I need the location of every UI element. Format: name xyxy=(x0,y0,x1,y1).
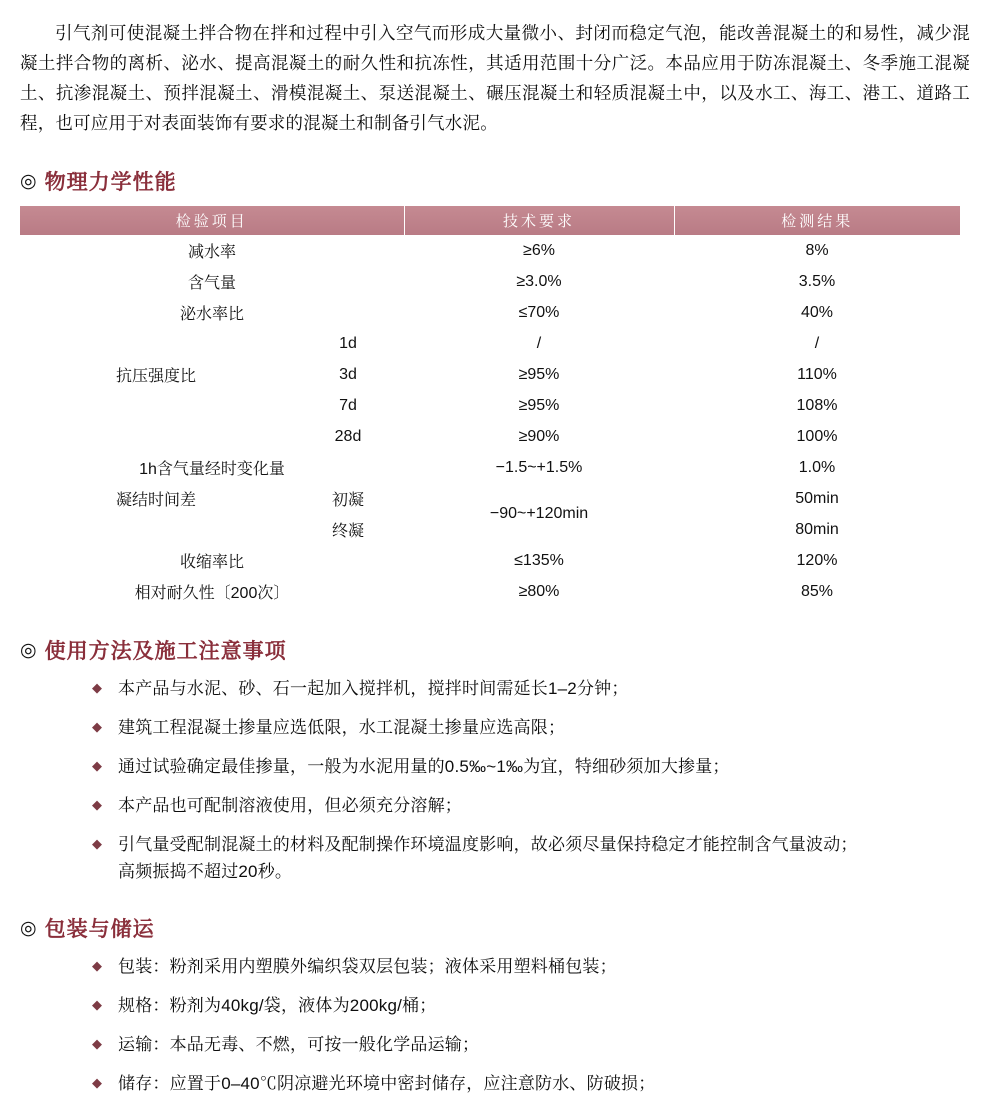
table-row xyxy=(20,390,960,421)
cell-subitem: 28d xyxy=(334,427,362,445)
list-item-text: 包装：粉剂采用内塑膜外编织袋双层包装；液体采用塑料桶包装； xyxy=(118,957,617,976)
list-item xyxy=(20,753,970,780)
cell-subitem: 7d xyxy=(339,396,357,414)
ring-icon: ◎ xyxy=(20,639,37,661)
section-heading-usage xyxy=(20,635,970,665)
list-item-text: 运输：本品无毒、不燃，可按一般化学品运输； xyxy=(118,1035,480,1054)
cell-requirement: ≤70% xyxy=(518,303,560,321)
usage-notes-list xyxy=(20,675,970,885)
table-row xyxy=(20,452,960,483)
cell-requirement: −1.5~+1.5% xyxy=(495,458,583,476)
section-heading-physical xyxy=(20,166,970,196)
ring-icon: ◎ xyxy=(20,170,37,192)
cell-result: 80min xyxy=(795,520,839,538)
diamond-bullet-icon: ◆ xyxy=(92,836,102,851)
table-row xyxy=(20,421,960,452)
spec-table xyxy=(20,206,960,607)
diamond-bullet-icon: ◆ xyxy=(92,797,102,812)
section-title-packaging: 包装与储运 xyxy=(44,918,155,941)
list-item-text: 通过试验确定最佳掺量，一般为水泥用量的0.5‰~1‰为宜，特细砂须加大掺量； xyxy=(118,757,730,776)
cell-result: / xyxy=(814,334,820,352)
packaging-notes-list xyxy=(20,953,970,1097)
cell-requirement: ≥95% xyxy=(518,365,560,383)
cell-item: 收缩率比 xyxy=(179,554,244,571)
table-row xyxy=(20,359,960,390)
list-item xyxy=(20,1070,970,1097)
cell-item: 抗压强度比 xyxy=(116,368,197,385)
list-item-text: 引气量受配制混凝土的材料及配制操作环境温度影响，故必须尽量保持稳定才能控制含气量波动； xyxy=(118,835,858,854)
cell-result: 3.5% xyxy=(798,272,836,290)
cell-result: 8% xyxy=(805,241,829,259)
cell-result: 40% xyxy=(800,303,834,321)
table-row xyxy=(20,328,960,359)
cell-result: 100% xyxy=(796,427,838,445)
cell-requirement: / xyxy=(536,334,542,352)
cell-requirement: ≥6% xyxy=(523,241,555,259)
list-item xyxy=(20,831,970,885)
table-row xyxy=(20,545,960,576)
column-header-item: 检验项目 xyxy=(20,206,404,235)
list-item-text-block xyxy=(118,831,858,885)
list-item xyxy=(20,1031,970,1058)
list-item-text: 本产品与水泥、砂、石一起加入搅拌机，搅拌时间需延长1–2分钟； xyxy=(118,679,629,698)
list-item-text: 本产品也可配制溶液使用，但必须充分溶解； xyxy=(118,796,462,815)
cell-subitem: 初凝 xyxy=(331,492,364,509)
cell-result: 110% xyxy=(797,365,837,383)
cell-result: 50min xyxy=(795,489,839,507)
table-row xyxy=(20,576,960,607)
diamond-bullet-icon: ◆ xyxy=(92,1036,102,1051)
cell-subitem: 终凝 xyxy=(331,523,364,540)
list-item xyxy=(20,714,970,741)
cell-item: 含气量 xyxy=(187,275,236,292)
list-item xyxy=(20,675,970,702)
cell-requirement: −90~+120min xyxy=(489,505,589,522)
cell-item-sub xyxy=(20,359,404,390)
cell-item-sub xyxy=(20,390,404,421)
list-item xyxy=(20,992,970,1019)
diamond-bullet-icon: ◆ xyxy=(92,958,102,973)
list-item-text: 规格：粉剂为40kg/袋，液体为200kg/桶； xyxy=(118,996,437,1015)
list-item xyxy=(20,792,970,819)
cell-item-sub xyxy=(20,421,404,452)
cell-result: 120% xyxy=(796,551,838,569)
table-row xyxy=(20,235,960,266)
table-row xyxy=(20,483,960,514)
table-row xyxy=(20,266,960,297)
cell-item-sub xyxy=(20,328,404,359)
list-item-text-continuation: 高频振捣不超过20秒。 xyxy=(118,862,293,881)
cell-requirement: ≥80% xyxy=(518,582,560,600)
cell-result: 85% xyxy=(800,582,834,600)
cell-requirement: ≥95% xyxy=(518,396,560,414)
section-title-physical: 物理力学性能 xyxy=(44,171,177,194)
section-heading-packaging xyxy=(20,913,970,943)
list-item-text: 建筑工程混凝土掺量应选低限，水工混凝土掺量应选高限； xyxy=(118,718,566,737)
cell-subitem: 1d xyxy=(339,334,357,352)
table-row xyxy=(20,297,960,328)
diamond-bullet-icon: ◆ xyxy=(92,758,102,773)
cell-requirement: ≥90% xyxy=(518,427,560,445)
diamond-bullet-icon: ◆ xyxy=(92,997,102,1012)
cell-requirement: ≤135% xyxy=(514,551,564,569)
document-page xyxy=(0,18,990,1093)
list-item xyxy=(20,953,970,980)
cell-subitem: 3d xyxy=(339,365,357,383)
diamond-bullet-icon: ◆ xyxy=(92,719,102,734)
column-header-requirement: 技术要求 xyxy=(404,206,674,235)
cell-item-sub xyxy=(20,483,404,514)
cell-item: 1h含气量经时变化量 xyxy=(139,461,285,478)
cell-item-sub xyxy=(20,514,404,545)
table-header-row xyxy=(20,206,960,235)
column-header-result: 检测结果 xyxy=(674,206,960,235)
cell-result: 1.0% xyxy=(798,458,836,476)
cell-result: 108% xyxy=(796,396,838,414)
ring-icon: ◎ xyxy=(20,917,37,939)
diamond-bullet-icon: ◆ xyxy=(92,1075,102,1090)
intro-paragraph: 引气剂可使混凝土拌合物在拌和过程中引入空气而形成大量微小、封闭而稳定气泡，能改善混凝土的和易性，减少混凝土拌合物的离析、泌水、提高混凝土的耐久性和抗冻性，其适用范围十分广泛。本品应用于防冻混凝土、冬季施工混凝土、抗渗混凝土、预拌混凝土、滑模混凝土、泵送混凝土、碾压混凝土和轻质混凝土中，以及水工、海工、港工、道路工程，也可应用于对表面装饰有要求的混凝土和制备引气水泥。 xyxy=(20,23,970,133)
cell-item: 相对耐久性〔200次〕 xyxy=(134,585,290,602)
diamond-bullet-icon: ◆ xyxy=(92,680,102,695)
cell-item: 泌水率比 xyxy=(179,306,244,323)
list-item-text: 储存：应置于0–40℃阴凉避光环境中密封储存，应注意防水、防破损； xyxy=(118,1074,656,1093)
section-title-usage: 使用方法及施工注意事项 xyxy=(44,640,287,663)
cell-requirement: ≥3.0% xyxy=(516,272,562,290)
cell-item: 减水率 xyxy=(187,244,236,261)
cell-item: 凝结时间差 xyxy=(116,492,197,509)
